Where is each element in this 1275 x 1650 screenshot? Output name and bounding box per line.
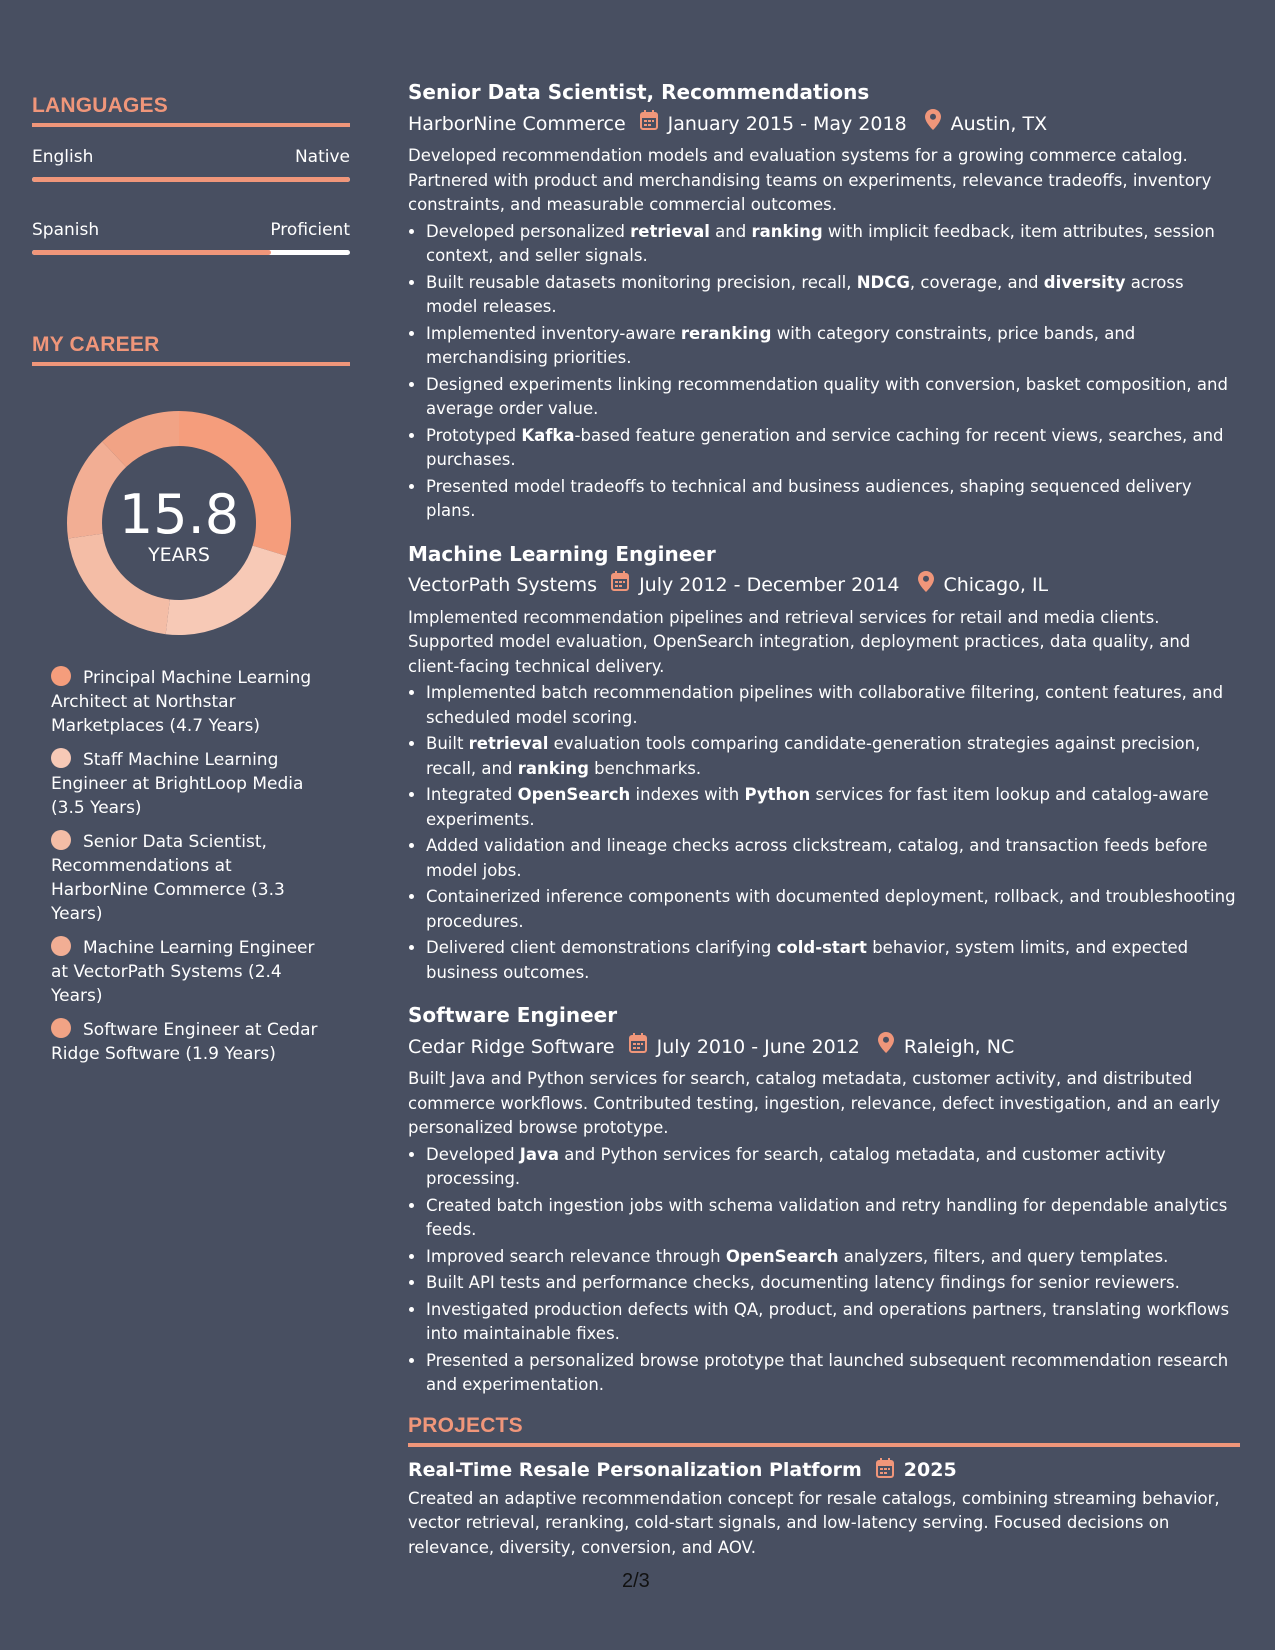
job-bullet: [426, 885, 1240, 934]
legend-label: Software Engineer at Cedar Ridge Software (1.9 Years): [51, 1020, 318, 1064]
language-level-fill: [32, 250, 271, 255]
legend-dot-icon: [51, 936, 71, 956]
legend-dot-icon: [51, 748, 71, 768]
bullet-text: Built API tests and performance checks, documenting latency findings for senior reviewers.: [426, 1273, 1180, 1292]
career-legend-item: [51, 1018, 319, 1066]
experience-list: [408, 78, 1240, 1398]
job-bullet: [426, 271, 1240, 320]
job-meta: [408, 571, 1240, 600]
job-bullet: [426, 1194, 1240, 1243]
bullet-text: analyzers, filters, and query templates.: [838, 1246, 1169, 1266]
language-name: English: [32, 147, 94, 167]
location-pin-icon: [878, 1032, 894, 1061]
job-location: Raleigh, NC: [903, 1035, 1015, 1058]
job-bullets: [408, 220, 1240, 524]
career-heading: MY CAREER: [32, 333, 350, 366]
job-bullet: [426, 1245, 1240, 1270]
language-level-bar: [32, 177, 350, 182]
sidebar: [32, 94, 350, 1076]
bullet-text: behavior, system limits, and expected business outcomes.: [426, 938, 1189, 982]
bullet-text: and: [709, 221, 752, 241]
location-pin-icon: [925, 109, 941, 138]
bullet-text: Developed personalized: [426, 221, 631, 241]
career-legend-item: [51, 748, 319, 820]
bullet-keyword: NDCG: [856, 272, 910, 292]
legend-label: Staff Machine Learning Engineer at BrightLoop Media (3.5 Years): [51, 750, 304, 818]
bullet-keyword: diversity: [1043, 272, 1126, 292]
job-company: VectorPath Systems: [408, 574, 598, 596]
bullet-text: Designed experiments linking recommendation quality with conversion, basket composition, and average order value.: [426, 374, 1228, 418]
bullet-text: Implemented batch recommendation pipelines with collaborative filtering, content features, and scheduled model scoring.: [426, 683, 1224, 727]
job-dates: January 2015 - May 2018: [667, 112, 907, 135]
bullet-text: with implicit feedback, item attributes, session context, and seller signals.: [426, 221, 1215, 265]
job-bullet: [426, 936, 1240, 985]
legend-label: Principal Machine Learning Architect at Northstar Marketplaces (4.7 Years): [51, 668, 312, 736]
bullet-keyword: cold-start: [776, 938, 867, 957]
job-dates: July 2012 - December 2014: [639, 574, 900, 596]
job-company: Cedar Ridge Software: [408, 1035, 615, 1058]
bullet-keyword: retrieval: [630, 221, 710, 241]
job-bullet: [426, 834, 1240, 883]
career-total-years: 15.8: [118, 483, 240, 546]
calendar-icon: [640, 110, 658, 138]
career-legend-item: [51, 936, 319, 1008]
bullet-text: Integrated: [426, 785, 518, 804]
bullet-text: with category constraints, price bands, and merchandising priorities.: [426, 323, 1136, 367]
bullet-keyword: Kafka: [521, 425, 575, 445]
job-bullet: [426, 220, 1240, 269]
legend-dot-icon: [51, 1018, 71, 1038]
job-bullet: [426, 1349, 1240, 1398]
bullet-text: Added validation and lineage checks across clickstream, catalog, and transaction feeds before model jobs.: [426, 836, 1208, 880]
job-bullet: [426, 373, 1240, 422]
job-entry: [408, 1001, 1240, 1398]
bullet-text: benchmarks.: [588, 758, 702, 778]
bullet-text: evaluation tools comparing candidate-generation strategies against precision, recall, and: [426, 734, 1201, 778]
job-meta: [408, 109, 1240, 138]
project-title-row: [408, 1457, 1240, 1483]
job-bullets: [408, 1143, 1240, 1398]
language-row: [32, 147, 350, 167]
career-donut-chart: [64, 408, 294, 638]
project-title: Real-Time Resale Personalization Platform: [408, 1458, 862, 1481]
languages-heading: LANGUAGES: [32, 94, 350, 127]
job-entry: [408, 540, 1240, 986]
bullet-text: services for fast item lookup and catalog-aware experiments.: [426, 785, 1209, 829]
legend-dot-icon: [51, 666, 71, 686]
bullet-text: Created batch ingestion jobs with schema validation and retry handling for dependable analytics feeds.: [426, 1195, 1228, 1239]
bullet-keyword: OpenSearch: [517, 785, 631, 804]
job-entry: [408, 78, 1240, 524]
job-bullets: [408, 681, 1240, 985]
bullet-keyword: retrieval: [468, 734, 549, 753]
job-bullet: [426, 732, 1240, 781]
bullet-text: , coverage, and: [909, 272, 1044, 292]
job-bullet: [426, 424, 1240, 473]
job-bullet: [426, 681, 1240, 730]
bullet-text: Built: [426, 734, 469, 753]
job-location: Chicago, IL: [943, 574, 1049, 596]
career-legend-item: [51, 666, 319, 738]
calendar-icon: [876, 1458, 894, 1482]
main-content: [408, 78, 1240, 1560]
job-bullet: [426, 1271, 1240, 1296]
career-legend-item: [51, 830, 319, 926]
legend-dot-icon: [51, 830, 71, 850]
bullet-text: Presented a personalized browse prototype that launched subsequent recommendation research and experimentation.: [426, 1350, 1229, 1394]
job-summary: Developed recommendation models and evaluation systems for a growing commerce catalog. Partnered with product and merchandising teams on experiments, relevance tradeoffs, inventory constraints, and measurable commercial outcomes.: [408, 146, 1212, 214]
career-legend: [51, 666, 319, 1066]
language-name: Spanish: [32, 220, 100, 240]
bullet-text: Implemented inventory-aware: [426, 323, 681, 343]
job-dates: July 2010 - June 2012: [656, 1035, 860, 1058]
bullet-text: indexes with: [630, 785, 745, 804]
calendar-icon: [629, 1033, 647, 1061]
bullet-keyword: OpenSearch: [725, 1246, 839, 1266]
bullet-keyword: ranking: [751, 221, 823, 241]
language-item: [32, 220, 350, 255]
bullet-keyword: ranking: [517, 758, 589, 778]
page-number: 2/3: [622, 1570, 650, 1592]
projects-heading: PROJECTS: [408, 1414, 1240, 1447]
bullet-text: -based feature generation and service caching for recent views, searches, and purchases.: [426, 425, 1224, 469]
job-summary: Built Java and Python services for search, catalog metadata, customer activity, and distributed commerce workflows. Contributed testing, ingestion, relevance, defect investigation, and an early personalized browse prototype.: [408, 1069, 1221, 1137]
language-level: Native: [294, 147, 350, 167]
project-year: 2025: [903, 1458, 957, 1481]
bullet-text: Containerized inference components with documented deployment, rollback, and troubleshooting procedures.: [426, 887, 1236, 931]
bullet-text: Developed: [426, 1144, 520, 1164]
bullet-text: and Python services for search, catalog metadata, and customer activity processing.: [426, 1144, 1166, 1188]
bullet-text: Prototyped: [426, 425, 522, 445]
job-bullet: [426, 322, 1240, 371]
job-location: Austin, TX: [950, 112, 1048, 135]
job-bullet: [426, 1143, 1240, 1192]
calendar-icon: [611, 571, 629, 599]
location-pin-icon: [918, 571, 934, 600]
job-title: Software Engineer: [408, 1003, 618, 1027]
legend-label: Senior Data Scientist, Recommendations at HarborNine Commerce (3.3 Years): [51, 832, 285, 924]
bullet-text: Investigated production defects with QA, product, and operations partners, translating workflows into maintainable fixes.: [426, 1299, 1230, 1343]
bullet-text: across model releases.: [426, 272, 1184, 316]
project-entry: [408, 1457, 1240, 1561]
project-description: Created an adaptive recommendation concept for resale catalogs, combining streaming behavior, vector retrieval, reranking, cold-start signals, and low-latency serving. Focused decisions on relevance, diversity, conversion, and AOV.: [408, 1488, 1220, 1557]
languages-list: [32, 147, 350, 255]
job-title: Senior Data Scientist, Recommendations: [408, 80, 870, 104]
career-years-label: YEARS: [148, 544, 210, 566]
job-summary: Implemented recommendation pipelines and retrieval services for retail and media clients. Supported model evaluation, OpenSearch integration, deployment practices, data quality, and client-facing technical delivery.: [408, 607, 1191, 676]
language-level-bar: [32, 250, 350, 255]
job-bullet: [426, 1298, 1240, 1347]
job-bullet: [426, 475, 1240, 524]
language-item: [32, 147, 350, 182]
bullet-text: Built reusable datasets monitoring precision, recall,: [426, 272, 857, 292]
job-title: Machine Learning Engineer: [408, 541, 716, 566]
job-meta: [408, 1032, 1240, 1061]
bullet-keyword: Python: [744, 785, 811, 804]
bullet-keyword: reranking: [680, 323, 772, 343]
legend-label: Machine Learning Engineer at VectorPath Systems (2.4 Years): [51, 938, 315, 1006]
language-row: [32, 220, 350, 240]
projects-list: [408, 1457, 1240, 1561]
language-level: Proficient: [270, 220, 350, 240]
job-company: HarborNine Commerce: [408, 112, 626, 135]
bullet-keyword: Java: [519, 1144, 559, 1164]
bullet-text: Presented model tradeoffs to technical and business audiences, shaping sequenced delivery plans.: [426, 476, 1192, 520]
bullet-text: Delivered client demonstrations clarifying: [426, 938, 777, 957]
bullet-text: Improved search relevance through: [426, 1246, 726, 1266]
job-bullet: [426, 783, 1240, 832]
language-level-fill: [32, 177, 350, 182]
